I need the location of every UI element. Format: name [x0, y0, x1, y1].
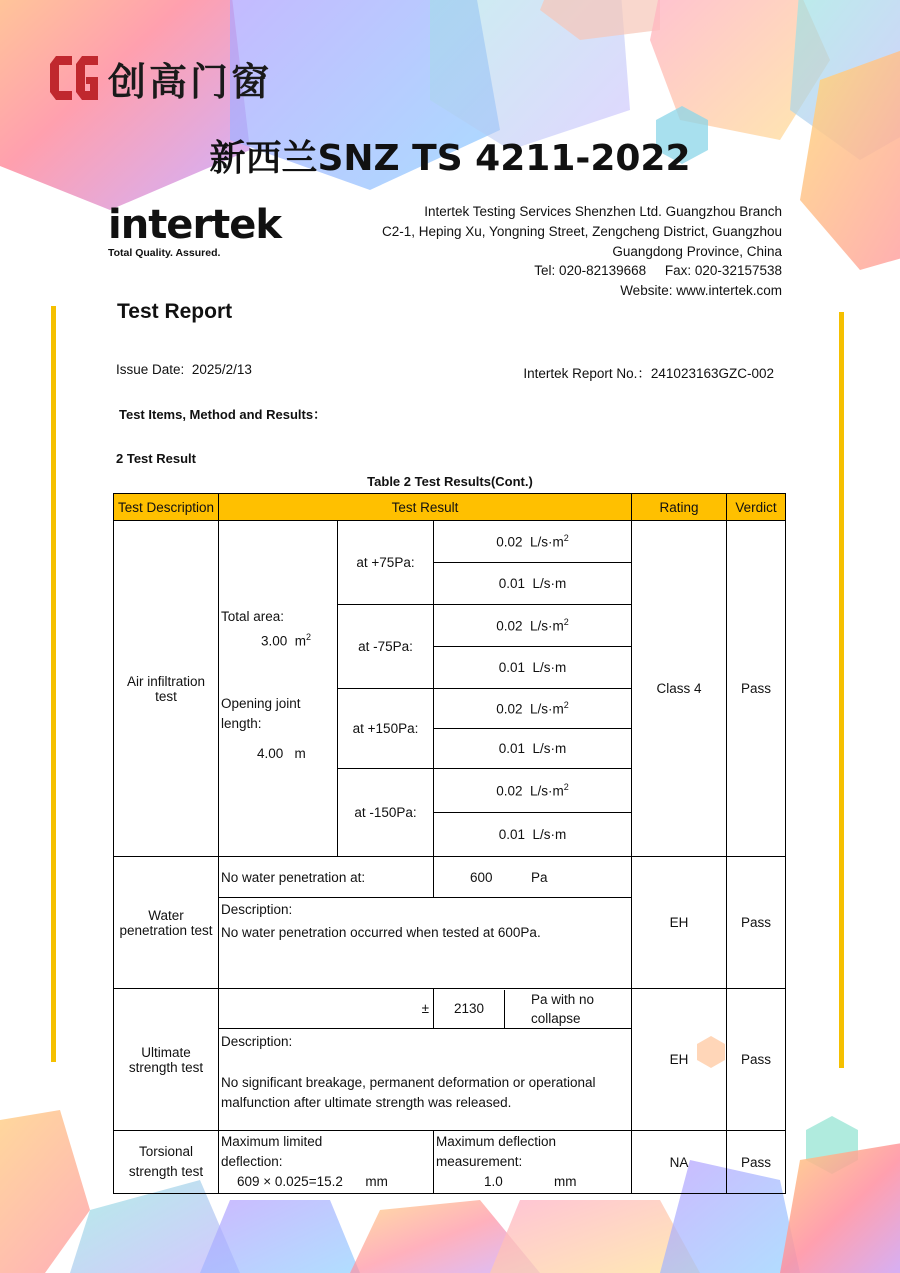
- squared-sup: 2: [306, 632, 312, 642]
- logo-tagline: Total Quality. Assured.: [108, 247, 221, 259]
- total-area-label: Total area:: [221, 609, 285, 624]
- joint-rate: [434, 729, 632, 769]
- water-description: [219, 898, 632, 989]
- pressure-label: at +75Pa:: [338, 521, 434, 605]
- water-verdict: Pass: [727, 857, 786, 989]
- squared-sup: 2: [563, 700, 569, 711]
- rate-value: 0.01: [498, 576, 526, 591]
- torsional-rating: NA: [632, 1131, 727, 1194]
- rate-unit: L/s·m: [530, 783, 564, 799]
- header-test-result: Test Result: [219, 494, 632, 521]
- rate-unit: L/s·m: [532, 827, 567, 842]
- address-line: C2-1, Heping Xu, Yongning Street, Zengcheng District, Guangzhou: [381, 223, 782, 239]
- rate-value: 0.01: [498, 660, 526, 675]
- air-rating: Class 4: [632, 521, 727, 857]
- intertek-logo: [108, 202, 282, 259]
- rate-unit: L/s·m: [532, 741, 567, 756]
- left-accent-bar: [51, 306, 56, 1062]
- water-test-name: Water penetration test: [114, 857, 219, 989]
- logo-wordmark: intertek: [108, 202, 282, 248]
- report-title: Test Report: [117, 300, 233, 323]
- lab-address: [382, 202, 782, 301]
- squared-sup: 2: [563, 782, 569, 793]
- joint-rate: [434, 563, 632, 605]
- rate-unit: L/s·m: [530, 534, 564, 550]
- hexagon-shape: [780, 1140, 900, 1273]
- ultimate-rating: EH: [632, 989, 727, 1131]
- ultimate-value: 2130: [434, 990, 505, 1028]
- joint-rate: [434, 647, 632, 689]
- header-test-description: Test Description: [114, 494, 219, 521]
- issue-date-value: 2025/2/13: [191, 362, 252, 377]
- rate-value: 0.02: [496, 534, 523, 550]
- description-text: No significant breakage, permanent deformation or operational malfunction after ultimate strength was released.: [221, 1075, 596, 1110]
- address-line: Guangdong Province, China: [612, 243, 782, 259]
- table-row: [114, 1131, 786, 1194]
- opening-joint-label: Opening joint length:: [221, 695, 301, 731]
- total-area-unit: m: [294, 633, 307, 649]
- rate-unit: L/s·m: [532, 660, 567, 675]
- measurement-label: Maximum deflection measurement:: [436, 1134, 557, 1169]
- torsional-verdict: Pass: [727, 1131, 786, 1194]
- issue-date-label: Issue Date:: [116, 362, 185, 377]
- hexagon-shape: [200, 1200, 360, 1273]
- squared-sup: 2: [563, 533, 569, 544]
- torsional-measurement: [434, 1131, 632, 1194]
- report-number-label: Intertek Report No.：: [523, 366, 651, 381]
- section-heading: 2 Test Result: [116, 451, 196, 466]
- water-value: 600: [470, 869, 493, 885]
- total-area-value: 3.00: [261, 633, 288, 649]
- ultimate-verdict: Pass: [727, 989, 786, 1131]
- page-title: 新西兰SNZ TS 4211-2022: [209, 138, 691, 179]
- rate-unit: L/s·m: [530, 618, 564, 634]
- area-rate: [434, 605, 632, 647]
- brand-name: 创高门窗: [108, 59, 273, 104]
- limit-value: 609 × 0.025=15.2: [237, 1174, 343, 1189]
- water-unit: Pa: [531, 869, 548, 885]
- measurement-value: 1.0: [484, 1174, 503, 1189]
- opening-joint-value: 4.00: [257, 745, 284, 761]
- rate-value: 0.01: [498, 741, 526, 756]
- area-rate: [434, 769, 632, 813]
- ultimate-sign: ±: [219, 989, 434, 1029]
- rate-value: 0.02: [496, 701, 523, 717]
- ultimate-test-name: Ultimate strength test: [114, 989, 219, 1131]
- ultimate-unit: Pa with no collapse: [531, 991, 595, 1026]
- right-accent-bar: [839, 312, 844, 1068]
- report-number: [523, 362, 774, 382]
- water-label: No water penetration at:: [219, 857, 434, 898]
- air-verdict: Pass: [727, 521, 786, 857]
- measurement-unit: mm: [554, 1174, 577, 1189]
- table-row: [114, 521, 786, 563]
- brand-header: [46, 50, 272, 106]
- rate-value: 0.02: [496, 783, 523, 799]
- header-verdict: Verdict: [727, 494, 786, 521]
- hexagon-shape: [0, 1110, 90, 1273]
- fax-number: Fax: 020-32157538: [664, 263, 782, 279]
- area-rate: [434, 689, 632, 729]
- description-text: No water penetration occurred when tested at 600Pa.: [221, 925, 541, 940]
- limit-unit: mm: [365, 1174, 388, 1189]
- table-header-row: [114, 494, 786, 521]
- items-heading: Test Items, Method and Results：: [119, 407, 327, 422]
- pressure-label: at -150Pa:: [338, 769, 434, 857]
- header-rating: Rating: [632, 494, 727, 521]
- report-number-value: 241023163GZC-002: [650, 366, 774, 381]
- air-test-params: [219, 521, 338, 857]
- table-caption: Table 2 Test Results(Cont.): [367, 474, 533, 489]
- opening-joint-unit: m: [294, 745, 306, 761]
- water-value-cell: [434, 857, 632, 898]
- results-table: [113, 493, 786, 1194]
- issue-date: [116, 362, 252, 377]
- address-line: Intertek Testing Services Shenzhen Ltd. Guangzhou Branch: [424, 204, 782, 219]
- joint-rate: [434, 813, 632, 857]
- table-row: [114, 857, 786, 898]
- website: Website: www.intertek.com: [620, 283, 782, 299]
- squared-sup: 2: [563, 617, 569, 628]
- rate-value: 0.01: [498, 827, 526, 842]
- description-label: Description:: [221, 1034, 293, 1049]
- pressure-label: at -75Pa:: [338, 605, 434, 689]
- area-rate: [434, 521, 632, 563]
- ultimate-value-cell: [434, 989, 632, 1029]
- water-rating: EH: [632, 857, 727, 989]
- ultimate-description: [219, 1029, 632, 1131]
- air-test-name: Air infiltration test: [114, 521, 219, 857]
- description-label: Description:: [221, 902, 293, 917]
- cg-logo-icon: [46, 50, 102, 106]
- rate-value: 0.02: [496, 618, 523, 634]
- limit-label: Maximum limited deflection:: [221, 1134, 323, 1169]
- pressure-label: at +150Pa:: [338, 689, 434, 769]
- torsional-test-name: Torsional strength test: [114, 1131, 219, 1194]
- rate-unit: L/s·m: [530, 701, 564, 717]
- rate-unit: L/s·m: [532, 576, 567, 591]
- tel-number: Tel: 020-82139668: [534, 263, 647, 279]
- table-row: [114, 989, 786, 1029]
- torsional-limit: [219, 1131, 434, 1194]
